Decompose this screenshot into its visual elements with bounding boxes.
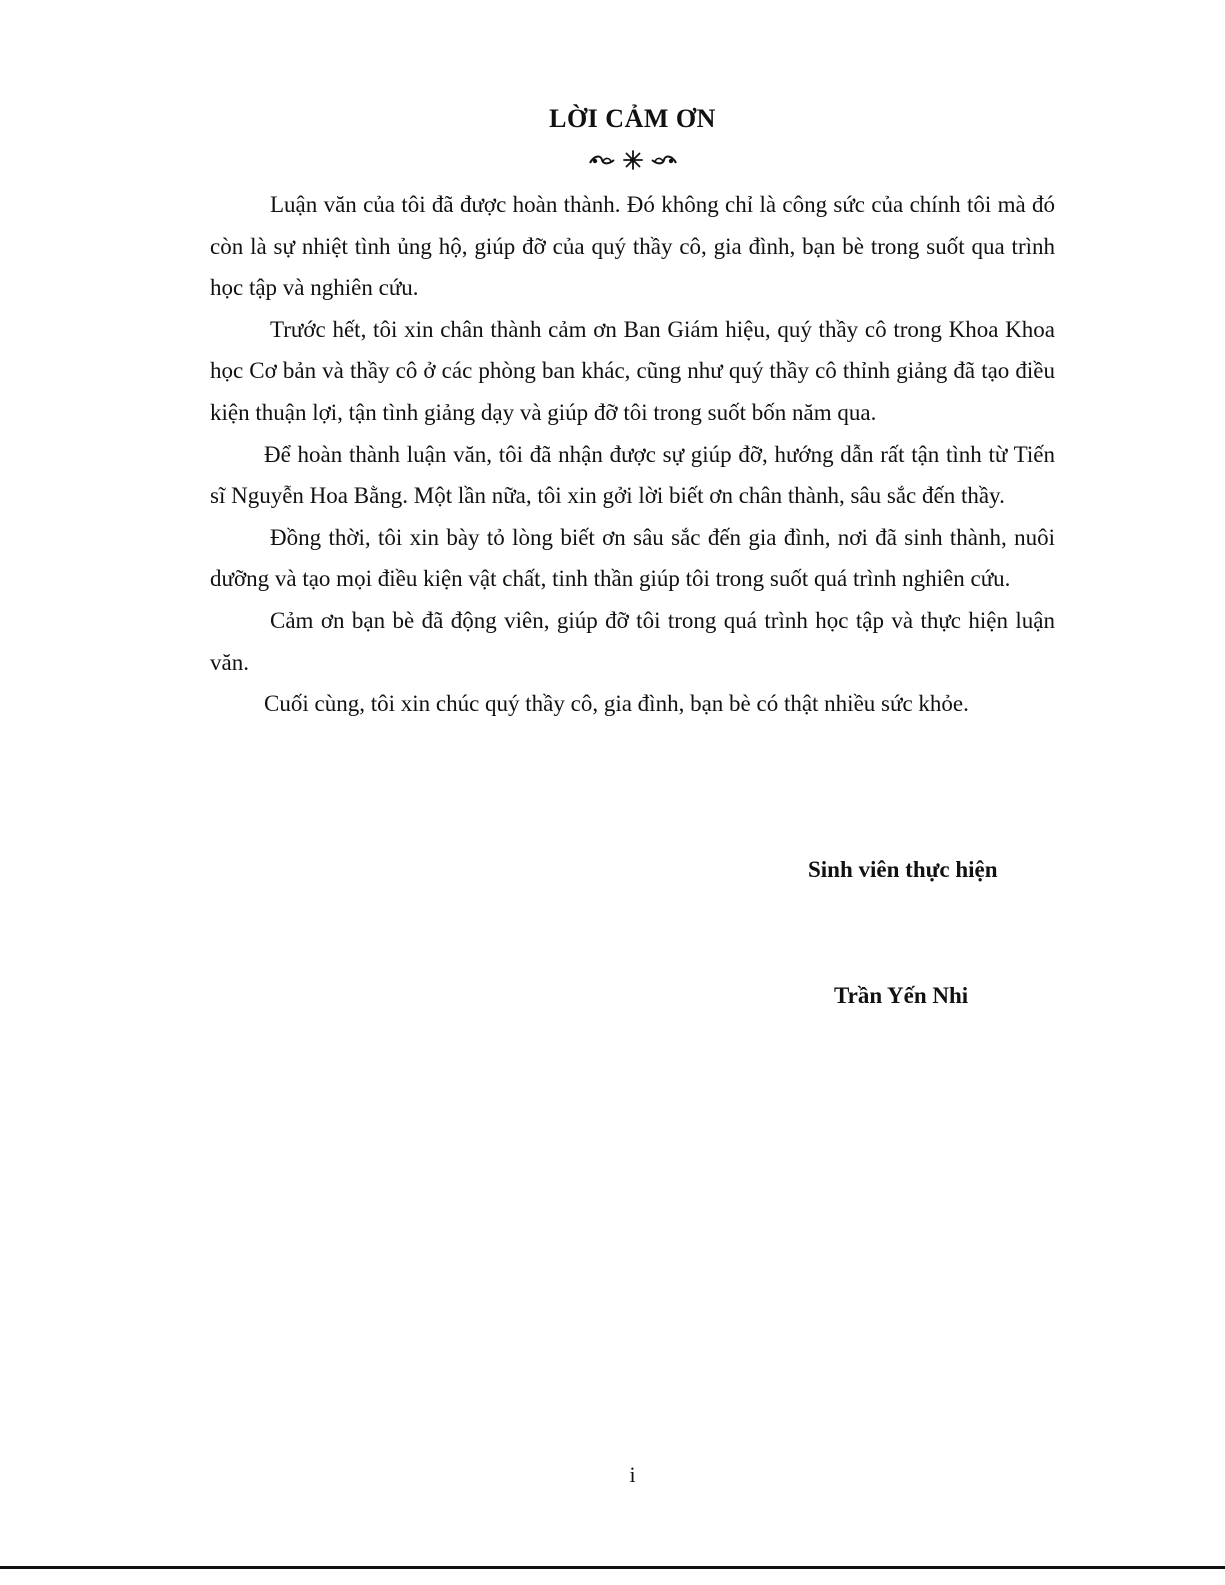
acknowledgement-body [210, 184, 1055, 725]
paragraph: Cuối cùng, tôi xin chúc quý thầy cô, gia đình, bạn bè có thật nhiều sức khỏe. [264, 691, 969, 717]
signer-name: Trần Yến Nhi [834, 983, 969, 1008]
paragraph: Luận văn của tôi đã được hoàn thành. Đó không chỉ là công sức của chính tôi mà đó còn là sự nhiệt tình ủng hộ, giúp đỡ của quý thầy cô, gia đình, bạn bè trong suốt qua trình học tập và nghiên cứu. [210, 192, 1055, 301]
paragraph: Cảm ơn bạn bè đã động viên, giúp đỡ tôi trong quá trình học tập và thực hiện luận văn. [210, 607, 1055, 675]
paragraph: Để hoàn thành luận văn, tôi đã nhận được sự giúp đỡ, hướng dẫn rất tận tình từ Tiến sĩ Nguyễn Hoa Bằng. Một lần nữa, tôi xin gởi lời biết ơn chân thành, sâu sắc đến thầy. [210, 441, 1055, 509]
page-title: LỜI CẢM ƠN [549, 104, 716, 133]
asterisk-star-icon [623, 150, 643, 170]
flourish-right-icon [651, 152, 677, 168]
paragraph: Trước hết, tôi xin chân thành cảm ơn Ban Giám hiệu, quý thầy cô trong Khoa Khoa học Cơ bản và thầy cô ở các phòng ban khác, cũng như quý thầy cô thỉnh giảng đã tạo điều kiện thuận lợi, tận tình giảng dạy và giúp đỡ tôi trong suốt bốn năm qua. [210, 316, 1055, 425]
title-ornament [0, 150, 1225, 170]
flourish-left-icon [589, 152, 615, 168]
signer-role: Sinh viên thực hiện [808, 857, 998, 882]
page-number: i [629, 1462, 636, 1487]
footer-divider [0, 1566, 1225, 1569]
paragraph: Đồng thời, tôi xin bày tỏ lòng biết ơn sâu sắc đến gia đình, nơi đã sinh thành, nuôi dưỡng và tạo mọi điều kiện vật chất, tinh thần giúp tôi trong suốt quá trình nghiên cứu. [210, 524, 1055, 592]
